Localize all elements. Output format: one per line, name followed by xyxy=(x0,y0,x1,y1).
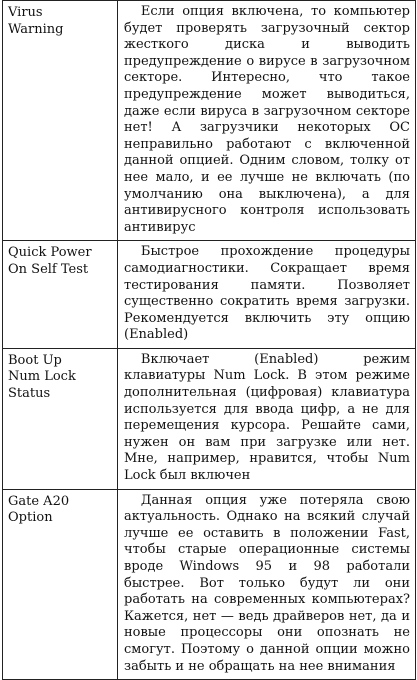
table-row xyxy=(3,241,416,349)
table-row xyxy=(3,1,416,241)
option-name-line: Gate A20 xyxy=(8,493,70,509)
option-name-cell xyxy=(3,489,118,680)
option-name-line: Quick Power xyxy=(8,245,92,261)
option-description-cell xyxy=(118,241,416,349)
option-name-line: Status xyxy=(8,386,51,402)
option-name-line: Warning xyxy=(8,21,64,37)
option-name-line: Virus xyxy=(8,5,43,20)
option-description-cell xyxy=(118,348,416,489)
option-name-line: Option xyxy=(8,510,53,526)
option-description-cell xyxy=(118,489,416,680)
option-description: Данная опция уже потеряла свою актуальность. Однако на всякий случай лучше ее оставить в положении Fast, чтобы старые операционные системы вроде Windows 95 и 98 работали быстрее. Вот только будут ли они работать на современных компьютерах? Кажется, нет — ведь драйверов нет, да и новые процессоры они опознать не смогут. Поэтому о данной опции можно забыть и не обращать на нее внимания xyxy=(124,492,410,674)
option-name-line: Num Lock xyxy=(8,369,76,385)
option-description: Если опция включена, то компьютер будет проверять загрузочный сектор жесткого диска и выводить предупреждение о вирусе в загрузочном секторе. Интересно, что такое предупреждение может выводиться, даже если вируса в загрузочном секторе нет! А загрузчики некоторых ОС неправильно работают с включенной данной опцией. Одним словом, толку от нее мало, и ее лучше не включать (по умолчанию она выключена), а для антивирусного контроля использовать антивирус xyxy=(124,4,410,235)
bios-options-table xyxy=(2,0,416,680)
option-name-line: Boot Up xyxy=(8,352,62,368)
option-name-cell xyxy=(3,241,118,349)
option-description-cell xyxy=(118,1,416,241)
option-name-cell xyxy=(3,348,118,489)
table-row xyxy=(3,348,416,489)
table-row xyxy=(3,489,416,680)
option-description: Включает (Enabled) режим клавиатуры Num Lock. В этом режиме дополнительная (цифровая) клавиатура используется для ввода цифр, а не для перемещения курсора. Решайте сами, нужен он вам при загрузке или нет. Мне, например, нравится, чтобы Num Lock был включен xyxy=(124,351,410,484)
option-name-cell xyxy=(3,1,118,241)
option-name-line: On Self Test xyxy=(8,261,89,277)
option-description: Быстрое прохождение процедуры самодиагностики. Сокращает время тестирования памяти. Позволяет существенно сократить время загрузки. Рекомендуется включить эту опцию (Enabled) xyxy=(124,244,410,343)
